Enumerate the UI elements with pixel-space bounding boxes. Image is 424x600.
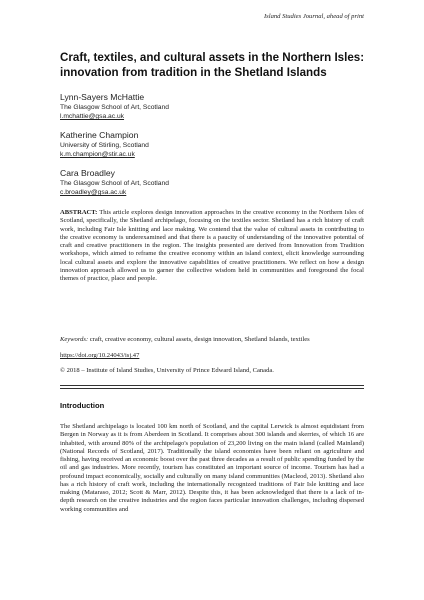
author-name: Katherine Champion (60, 130, 139, 140)
doi-link[interactable]: https://doi.org/10.24043/isj.47 (60, 352, 140, 359)
author-name: Lynn-Sayers McHattie (60, 92, 145, 102)
author-block (60, 168, 360, 197)
abstract-text: This article explores design innovation approaches in the creative economy in the Northern Isles of Scotland, specifically, the Shetland archipelago, focusing on the textiles sector. Shetland has a rich history of craft work, including Fair Isle knitting and lace making. We contend that the value of cultural assets in contributing to the creative economy is underexamined and that there is a paucity of understanding of the innovative potential of craft and creative practitioners in the region. The insights presented are derived from Innovation from Tradition workshops, which aimed to reframe the creative economy within an island context, elicit knowledge surrounding local cultural assets and explore the innovative capabilities of creative practitioners. We reflect on how a design innovation approach allowed us to garner the collective wisdom held in communities and foreground the focal themes of practice, place and people. (60, 209, 364, 282)
copyright-notice: © 2018 – Institute of Island Studies, University of Prince Edward Island, Canada. (60, 367, 274, 374)
author-email-link[interactable]: c.broadley@gsa.ac.uk (60, 189, 127, 196)
author-list (60, 92, 360, 206)
author-name: Cara Broadley (60, 168, 115, 178)
keywords-label: Keywords: (60, 336, 89, 343)
author-affiliation: The Glasgow School of Art, Scotland (60, 180, 169, 187)
introduction-paragraph: The Shetland archipelago is located 100 km north of Scotland, and the capital Lerwick is almost equidistant from Bergen in Norway as it is from Aberdeen in Scotland. It comprises about 300 islands and skerries, of which 16 are inhabited, with around 80% of the archipelago's population of 23,200 living on the main island (called Mainland) (National Records of Scotland, 2017). Traditionally the island economies have been reliant on agriculture and fishing, having received an economic boost over the past three decades as a result of public spending funded by the oil and gas industries. More recently, tourism has constituted an important source of income. Tourism has had a profound impact economically, socially and culturally on many island communities (Macleod, 2013). Shetland also has a rich history of craft work, including the internationally recognized traditions of Fair Isle knitting and lace making (Mataraso, 2012; Scott & Marr, 2012). Despite this, it has been acknowledged that there is a lack of in-depth research on the creative industries and the region faces particular innovation challenges, including dispersed working communities and (60, 423, 364, 513)
keywords-text: craft, creative economy, cultural assets, design innovation, Shetland Islands, textiles (89, 336, 310, 343)
divider-rule (60, 388, 364, 389)
author-email-link[interactable]: l.mchattie@gsa.ac.uk (60, 113, 125, 120)
section-heading-introduction: Introduction (60, 401, 105, 410)
abstract-label: ABSTRACT: (60, 209, 98, 216)
author-block (60, 130, 360, 159)
author-affiliation: The Glasgow School of Art, Scotland (60, 104, 169, 111)
running-head: Island Studies Journal, ahead of print (263, 13, 364, 20)
article-title: Craft, textiles, and cultural assets in the Northern Isles: innovation from tradition in the Shetland Islands (60, 51, 365, 79)
divider-rule (60, 385, 364, 386)
author-email-link[interactable]: k.m.champion@stir.ac.uk (60, 151, 135, 158)
keywords (60, 336, 364, 344)
author-block (60, 92, 360, 121)
abstract (60, 209, 364, 283)
author-affiliation: University of Stirling, Scotland (60, 142, 149, 149)
